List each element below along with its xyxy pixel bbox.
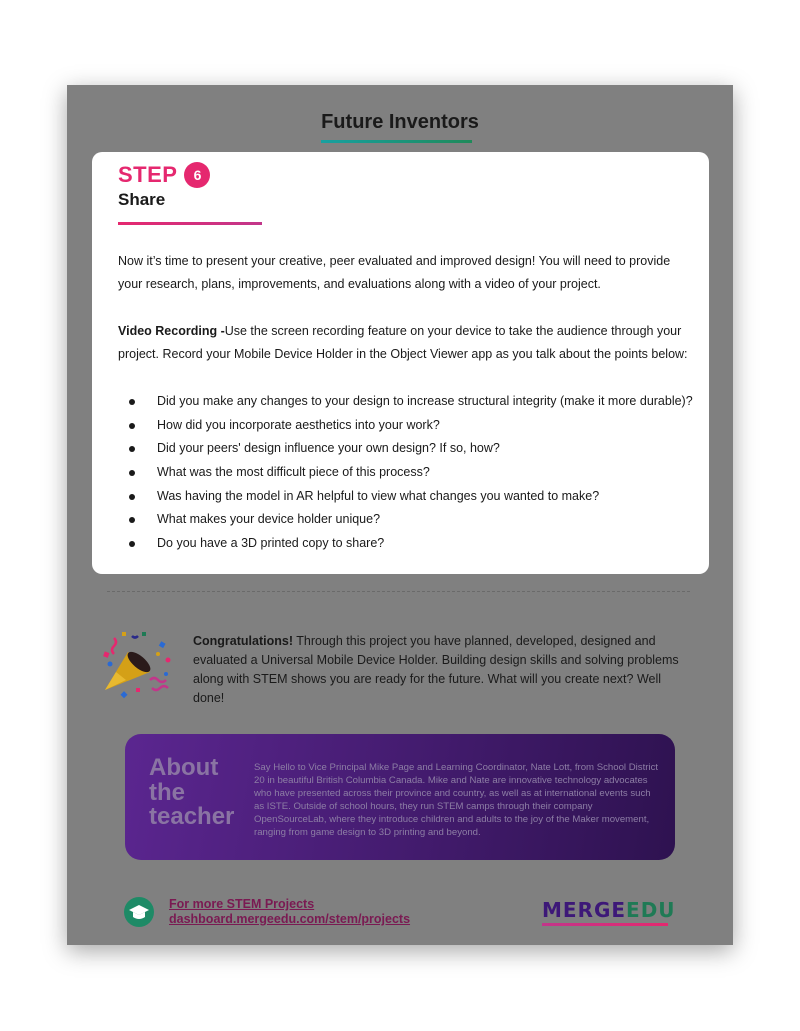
bullet-icon xyxy=(129,399,135,405)
list-item: How did you incorporate aesthetics into your work? xyxy=(118,414,693,438)
page-title: Future Inventors xyxy=(321,111,479,133)
intro-paragraph: Now it’s time to present your creative, peer evaluated and improved design! You will need to provide your research, plans, improvements, and evaluations along with a video of your project. xyxy=(118,254,671,291)
section-divider xyxy=(107,591,690,592)
about-the-teacher-box xyxy=(125,734,675,860)
video-recording-text: Use the screen recording feature on your device to take the audience through your project. Record your Mobile Device Holder in the Object Viewer app as you talk about the points below: xyxy=(118,324,688,361)
list-item: What makes your device holder unique? xyxy=(118,508,693,532)
about-heading: About the teacher xyxy=(149,754,235,830)
list-item: Do you have a 3D printed copy to share? xyxy=(118,532,693,556)
list-item: Did you make any changes to your design to increase structural integrity (make it more durable)? xyxy=(118,390,693,414)
step-name: Share xyxy=(118,190,166,209)
title-underline xyxy=(321,140,472,143)
projects-url-link[interactable]: dashboard.mergeedu.com/stem/projects xyxy=(169,912,411,926)
bullet-icon xyxy=(129,423,135,429)
step-card xyxy=(92,152,709,574)
bullet-icon xyxy=(129,446,135,452)
congratulations-text: Congratulations! Through this project you have planned, developed, designed and evaluated a Universal Mobile Device Holder. Building design skills and solving problems along with STEM shows you are ready for the future. What will you create next? Well done! xyxy=(193,634,679,705)
about-body: Say Hello to Vice Principal Mike Page and Learning Coordinator, Nate Lott, from School District 20 in beautiful British Columbia Canada. Mike and Nate are innovative technology advocates who have presented across their province and country, as well as at international events such as ISTE. Outside of school hours, they run STEM camps through their company OpenSourceLab, where they introduce children and adults to the joy of the Maker movement, ranging from game design to 3D printing and beyond. xyxy=(254,762,659,838)
bullet-icon xyxy=(129,470,135,476)
video-recording-paragraph xyxy=(118,320,690,366)
bullet-icon xyxy=(129,541,135,547)
list-item: Did your peers' design influence your own design? If so, how? xyxy=(118,437,693,461)
question-list xyxy=(118,390,693,556)
party-popper-icon xyxy=(102,630,174,700)
worksheet-page xyxy=(67,85,733,945)
congratulations-label: Congratulations! xyxy=(193,634,293,648)
list-item: Was having the model in AR helpful to view what changes you wanted to make? xyxy=(118,485,693,509)
step-underline xyxy=(118,222,262,225)
footer-links xyxy=(169,897,410,927)
step-number-badge: 6 xyxy=(184,162,210,188)
bullet-icon xyxy=(129,494,135,500)
more-stem-projects-link[interactable]: For more STEM Projects xyxy=(169,897,315,911)
step-heading xyxy=(118,161,210,189)
merge-edu-logo: MERGEEDU xyxy=(542,898,676,922)
graduation-cap-icon xyxy=(124,897,154,927)
step-label: STEP xyxy=(118,162,178,187)
logo-underline xyxy=(542,923,668,926)
bullet-icon xyxy=(129,517,135,523)
video-recording-label: Video Recording - xyxy=(118,324,225,338)
list-item: What was the most difficult piece of this process? xyxy=(118,461,693,485)
